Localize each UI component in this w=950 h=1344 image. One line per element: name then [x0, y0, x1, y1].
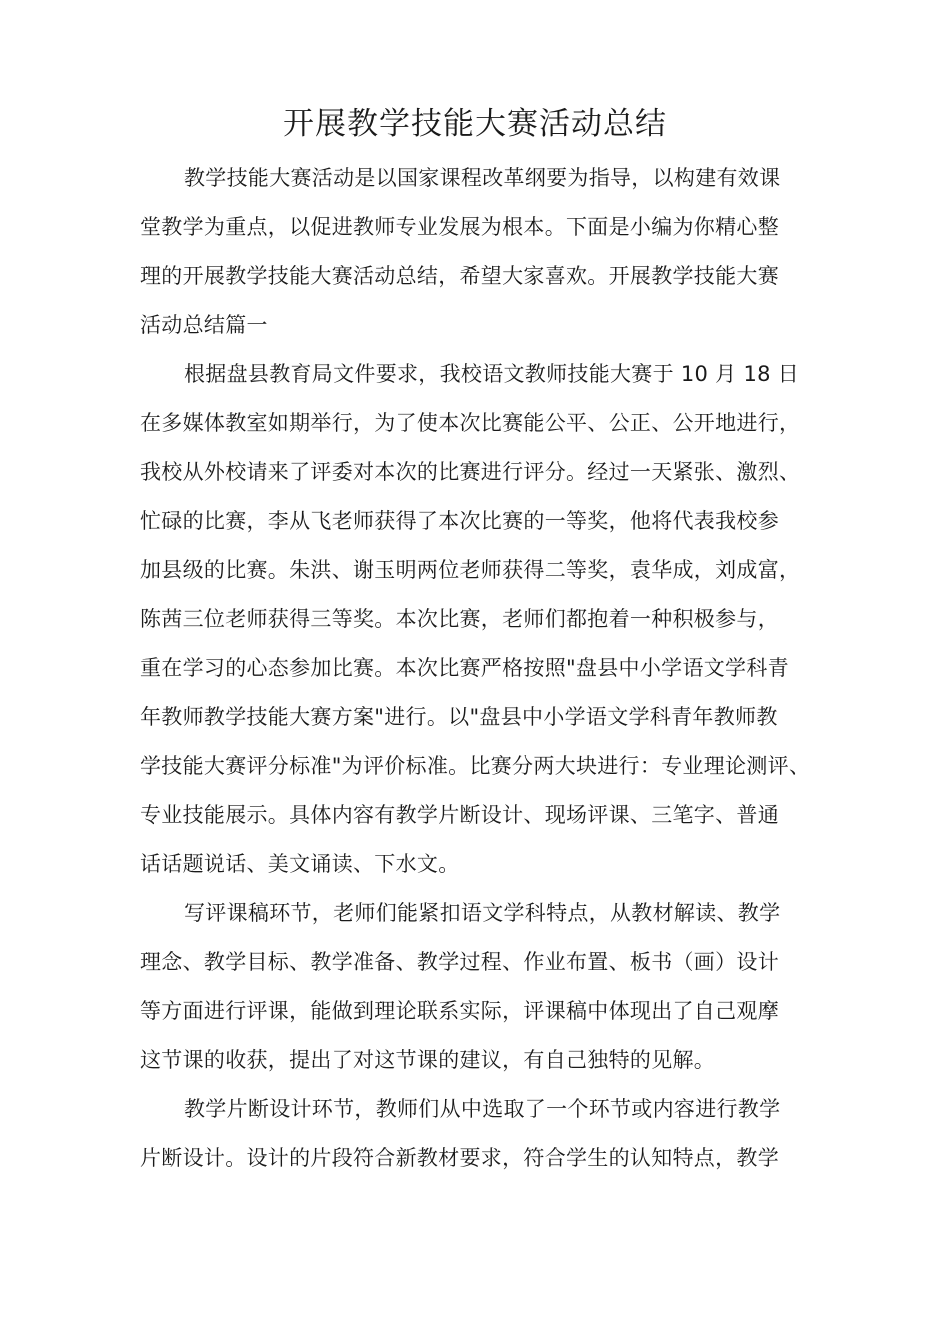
paragraph-3 — [140, 889, 830, 1085]
text-line: 活动总结篇一 — [140, 313, 268, 337]
text-line: 我校从外校请来了评委对本次的比赛进行评分。经过一天紧张、激烈、 — [140, 460, 801, 484]
text-line: 理的开展教学技能大赛活动总结，希望大家喜欢。开展教学技能大赛 — [140, 264, 779, 288]
text-line: 理念、教学目标、教学准备、教学过程、作业布置、板书（画）设计 — [140, 950, 779, 974]
text-line: 陈茜三位老师获得三等奖。本次比赛，老师们都抱着一种积极参与， — [140, 607, 779, 631]
text-line: 堂教学为重点，以促进教师专业发展为根本。下面是小编为你精心整 — [140, 215, 779, 239]
paragraph-1 — [140, 154, 830, 350]
text-line: 学技能大赛评分标准"为评价标准。比赛分两大块进行：专业理论测评、 — [140, 754, 811, 778]
document-body — [140, 154, 830, 1183]
text-line: 根据盘县教育局文件要求，我校语文教师技能大赛于 10 月 18 日 — [184, 362, 800, 386]
text-line: 教学技能大赛活动是以国家课程改革纲要为指导，以构建有效课 — [184, 166, 781, 190]
text-line: 重在学习的心态参加比赛。本次比赛严格按照"盘县中小学语文学科青 — [140, 656, 789, 680]
text-line: 话话题说话、美文诵读、下水文。 — [140, 852, 460, 876]
text-line: 年教师教学技能大赛方案"进行。以"盘县中小学语文学科青年教师教 — [140, 705, 778, 729]
text-line: 教学片断设计环节，教师们从中选取了一个环节或内容进行教学 — [184, 1097, 781, 1121]
text-line: 加县级的比赛。朱洪、谢玉明两位老师获得二等奖，袁华成，刘成富， — [140, 558, 801, 582]
paragraph-4 — [140, 1085, 830, 1183]
text-line: 忙碌的比赛，李从飞老师获得了本次比赛的一等奖，他将代表我校参 — [140, 509, 779, 533]
text-line: 等方面进行评课，能做到理论联系实际，评课稿中体现出了自己观摩 — [140, 999, 779, 1023]
text-line: 片断设计。设计的片段符合新教材要求，符合学生的认知特点，教学 — [140, 1146, 779, 1170]
text-line: 专业技能展示。具体内容有教学片断设计、现场评课、三笔字、普通 — [140, 803, 779, 827]
document-title: 开展教学技能大赛活动总结 — [283, 106, 667, 142]
paragraph-2 — [140, 350, 830, 889]
text-line: 写评课稿环节，老师们能紧扣语文学科特点，从教材解读、教学 — [184, 901, 781, 925]
text-line: 这节课的收获，提出了对这节课的建议，有自己独特的见解。 — [140, 1048, 716, 1072]
text-line: 在多媒体教室如期举行，为了使本次比赛能公平、公正、公开地进行， — [140, 411, 801, 435]
